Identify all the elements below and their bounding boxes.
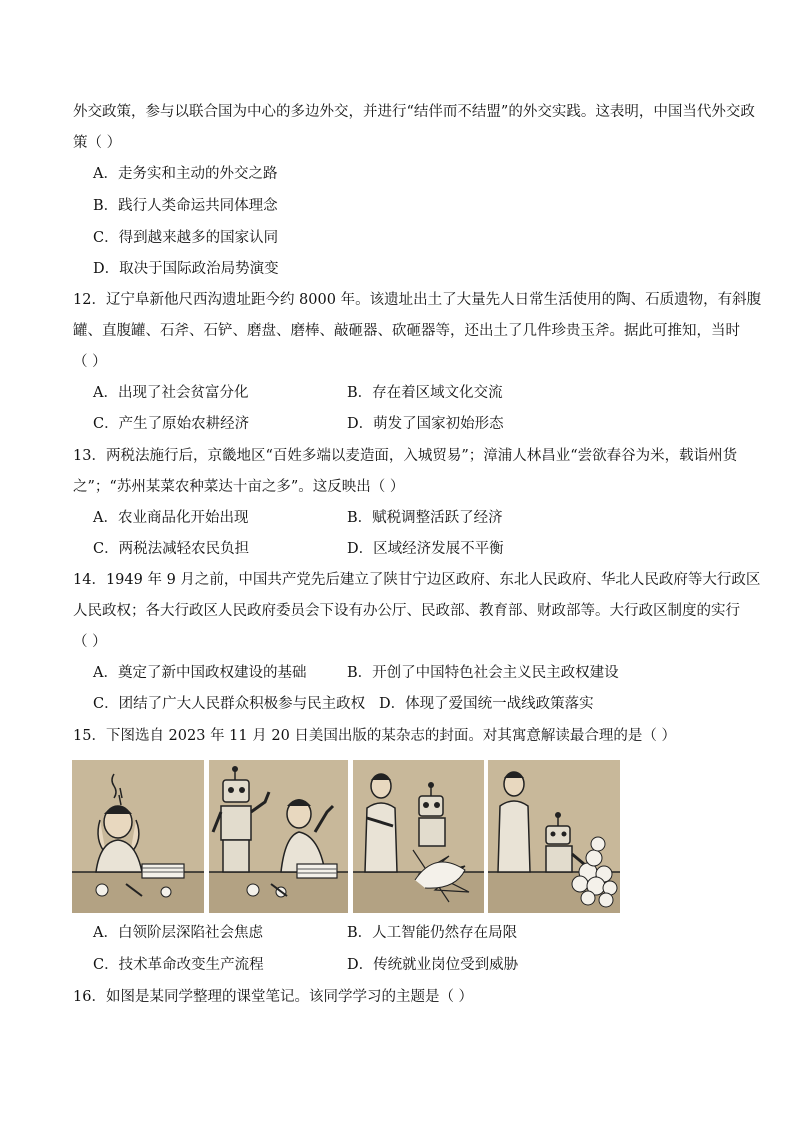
robot-working-illustration xyxy=(353,760,484,913)
q12-stem-line3: （ ） xyxy=(73,354,107,370)
q14-option-b: B．开创了中国特色社会主义民主政权建设 xyxy=(347,665,619,681)
q12-option-b: B．存在着区域文化交流 xyxy=(347,385,503,401)
q11-option-d: D．取决于国际政治局势演变 xyxy=(93,261,279,277)
comic-strip xyxy=(72,760,620,913)
q11-stem-line2: 策（ ） xyxy=(73,135,122,151)
q14-stem-line3: （ ） xyxy=(73,634,107,650)
q13-option-d: D．区域经济发展不平衡 xyxy=(347,541,504,557)
q16-stem-line1: 16．如图是某同学整理的课堂笔记。该同学学习的主题是（ ） xyxy=(73,989,474,1005)
q14-option-c: C．团结了广大人民群众积极参与民主政权 xyxy=(93,696,366,712)
q14-stem-line1: 14．1949 年 9 月之前，中国共产党先后建立了陕甘宁边区政府、东北人民政府、华北人民政府等大行政区 xyxy=(73,572,761,588)
q15-option-d: D．传统就业岗位受到威胁 xyxy=(347,957,519,973)
q11-option-c: C．得到越来越多的国家认同 xyxy=(93,230,279,246)
q13-stem-line1: 13．两税法施行后，京畿地区“百姓多端以麦造面，入城贸易”；漳浦人林昌业“尝欲春谷为米，载诣州货 xyxy=(73,448,738,464)
q12-stem-line1: 12．辽宁阜新他尺西沟遗址距今约 8000 年。该遗址出土了大量先人日常生活使用的陶、石质遗物，有斜腹 xyxy=(73,292,762,308)
q12-option-c: C．产生了原始农耕经济 xyxy=(93,416,250,432)
q15-option-c: C．技术革命改变生产流程 xyxy=(93,957,264,973)
q15-option-a: A．白领阶层深陷社会焦虑 xyxy=(93,925,263,941)
q15-option-b: B．人工智能仍然存在局限 xyxy=(347,925,518,941)
stressed-worker-illustration xyxy=(72,760,204,913)
q13-option-c: C．两税法减轻农民负担 xyxy=(93,541,250,557)
q12-stem-line2: 罐、直腹罐、石斧、石铲、磨盘、磨棒、敲砸器、砍砸器等，还出土了几件珍贵玉斧。据此可推知，当时 xyxy=(73,323,740,339)
q14-option-d: D．体现了爱国统一战线政策落实 xyxy=(379,696,594,712)
q14-option-a: A．奠定了新中国政权建设的基础 xyxy=(93,665,307,681)
q12-option-d: D．萌发了国家初始形态 xyxy=(347,416,504,432)
comic-panel-1 xyxy=(72,760,204,913)
q11-stem-line1: 外交政策，参与以联合国为中心的多边外交，并进行“结伴而不结盟”的外交实践。这表明，中国当代外交政 xyxy=(73,104,755,120)
paper-pile-illustration xyxy=(488,760,620,913)
q11-option-a: A．走务实和主动的外交之路 xyxy=(93,166,278,182)
q13-stem-line2: 之”；“苏州某菜农种菜达十亩之多”。这反映出（ ） xyxy=(73,479,405,495)
q13-option-a: A．农业商品化开始出现 xyxy=(93,510,249,526)
comic-panel-4 xyxy=(488,760,620,913)
q14-stem-line2: 人民政权；各大行政区人民政府委员会下设有办公厅、民政部、教育部、财政部等。大行政区制度的实行 xyxy=(73,603,740,619)
q12-option-a: A．出现了社会贫富分化 xyxy=(93,385,249,401)
comic-panel-3 xyxy=(353,760,484,913)
q15-stem-line1: 15．下图选自 2023 年 11 月 20 日美国出版的某杂志的封面。对其寓意解读最合理的是（ ） xyxy=(73,728,677,744)
q13-option-b: B．赋税调整活跃了经济 xyxy=(347,510,503,526)
q11-option-b: B．践行人类命运共同体理念 xyxy=(93,198,278,214)
robot-and-worker-illustration xyxy=(209,760,348,913)
comic-panel-2 xyxy=(209,760,348,913)
